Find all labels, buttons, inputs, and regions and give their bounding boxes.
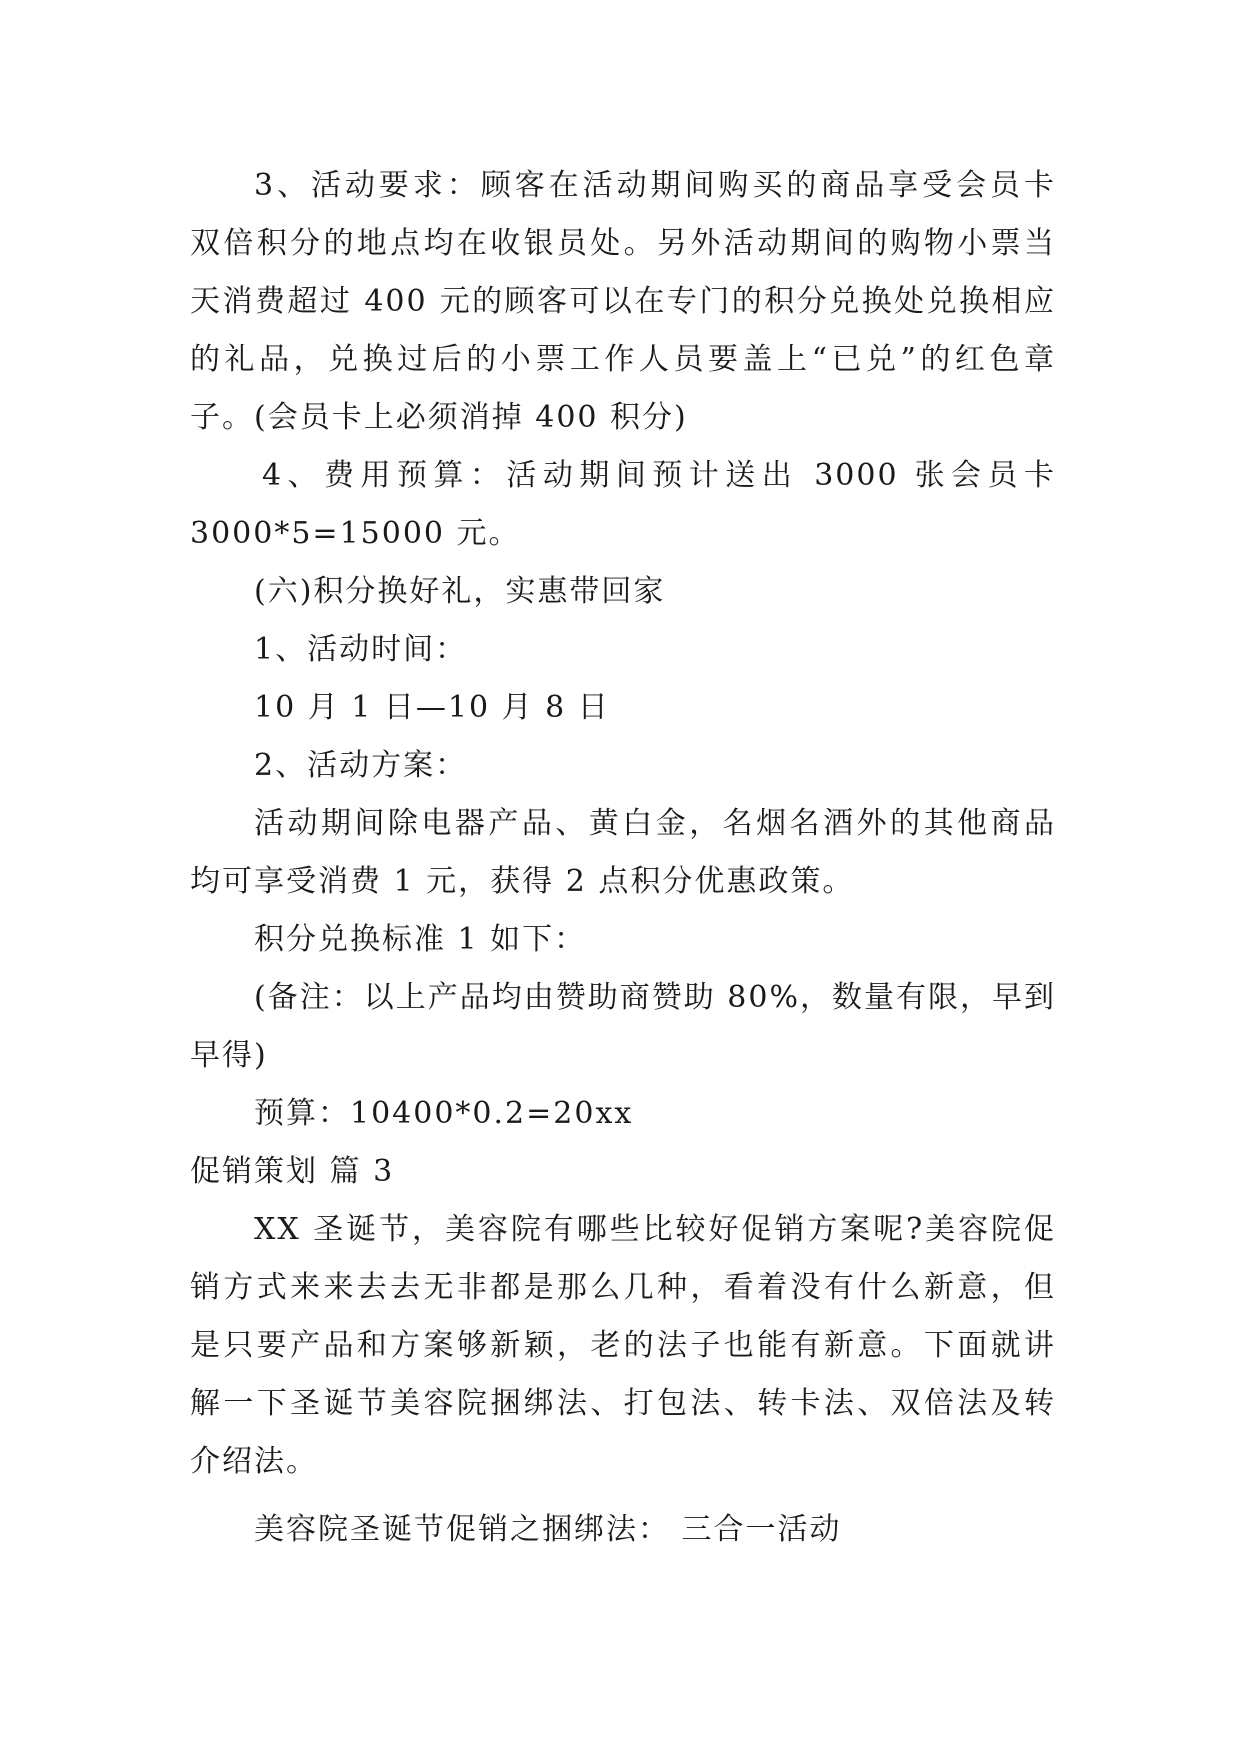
text-line-19: XX 圣诞节，美容院有哪些比较好促销方案呢?美容院促: [254, 1212, 1056, 1247]
text-line-20: 销方式来来去去无非都是那么几种，看着没有什么新意，但: [190, 1270, 1056, 1305]
section-heading-part3: 促销策划 篇 3: [190, 1154, 395, 1189]
text-line-5: 子。(会员卡上必须消掉 400 积分): [190, 400, 688, 435]
text-line-13: 均可享受消费 1 元，获得 2 点积分优惠政策。: [190, 864, 855, 899]
text-line-4: 的礼品，兑换过后的小票工作人员要盖上“已兑”的红色章: [190, 342, 1056, 377]
text-line-budget: 预算：10400*0.2=20xx: [254, 1096, 634, 1131]
text-line-2: 双倍积分的地点均在收银员处。另外活动期间的购物小票当: [190, 226, 1056, 261]
text-line-activity-plan-label: 2、活动方案：: [254, 748, 468, 783]
text-line-activity-time-label: 1、活动时间：: [254, 632, 468, 667]
text-line-14: 积分兑换标准 1 如下：: [254, 922, 587, 957]
text-line-22: 解一下圣诞节美容院捆绑法、打包法、转卡法、双倍法及转: [190, 1386, 1056, 1421]
text-line-6: 4、费用预算：活动期间预计送出 3000 张会员卡: [262, 458, 1056, 493]
text-line-24: 美容院圣诞节促销之捆绑法： 三合一活动: [254, 1512, 842, 1547]
text-line-12: 活动期间除电器产品、黄白金，名烟名酒外的其他商品: [254, 806, 1056, 841]
text-line-activity-dates: 10 月 1 日—10 月 8 日: [254, 690, 610, 725]
text-line-21: 是只要产品和方案够新颖，老的法子也能有新意。下面就讲: [190, 1328, 1056, 1363]
text-line-1: 3、活动要求：顾客在活动期间购买的商品享受会员卡: [254, 168, 1056, 203]
text-line-16: 早得): [190, 1038, 268, 1073]
text-line-15: (备注：以上产品均由赞助商赞助 80%，数量有限，早到: [254, 980, 1056, 1015]
section-heading-six: (六)积分换好礼，实惠带回家: [254, 574, 666, 609]
text-line-3: 天消费超过 400 元的顾客可以在专门的积分兑换处兑换相应: [190, 284, 1056, 319]
text-line-23: 介绍法。: [190, 1444, 318, 1479]
text-line-7: 3000*5=15000 元。: [190, 516, 521, 551]
